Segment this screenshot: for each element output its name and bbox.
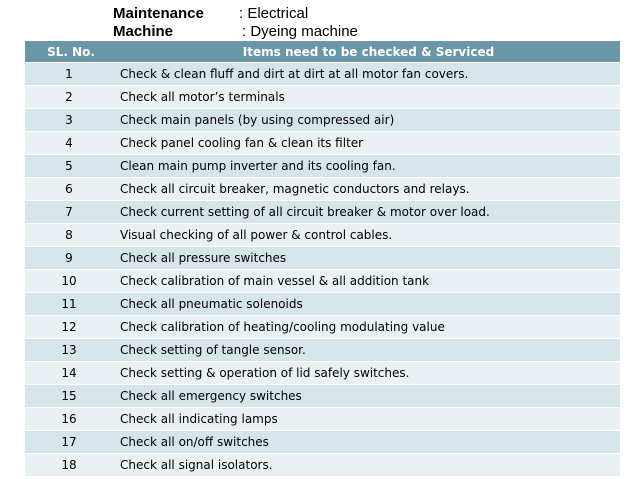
table-row bbox=[25, 270, 620, 293]
table-row bbox=[25, 63, 620, 86]
row-number: 7 bbox=[25, 201, 117, 224]
table-row bbox=[25, 224, 620, 247]
row-item: Check main panels (by using compressed air) bbox=[117, 109, 620, 132]
table-row bbox=[25, 385, 620, 408]
table-row bbox=[25, 109, 620, 132]
row-item: Check & clean fluff and dirt at dirt at all motor fan covers. bbox=[117, 63, 620, 86]
row-number: 12 bbox=[25, 316, 117, 339]
table-row bbox=[25, 339, 620, 362]
row-item: Visual checking of all power & control cables. bbox=[117, 224, 620, 247]
row-number: 2 bbox=[25, 86, 117, 109]
row-item: Check setting of tangle sensor. bbox=[117, 339, 620, 362]
row-item: Check all circuit breaker, magnetic conductors and relays. bbox=[117, 178, 620, 201]
row-item: Check all pressure switches bbox=[117, 247, 620, 270]
row-number: 18 bbox=[25, 454, 117, 477]
table-header-row bbox=[25, 41, 620, 63]
machine-label: Machine bbox=[113, 23, 174, 40]
row-number: 8 bbox=[25, 224, 117, 247]
row-number: 13 bbox=[25, 339, 117, 362]
row-item: Check calibration of main vessel & all addition tank bbox=[117, 270, 620, 293]
table-row bbox=[25, 293, 620, 316]
row-item: Clean main pump inverter and its cooling fan. bbox=[117, 155, 620, 178]
column-header-sl-no: SL. No. bbox=[25, 41, 117, 63]
row-item: Check all emergency switches bbox=[117, 385, 620, 408]
row-number: 10 bbox=[25, 270, 117, 293]
table-body bbox=[25, 63, 620, 477]
row-number: 4 bbox=[25, 132, 117, 155]
row-number: 6 bbox=[25, 178, 117, 201]
maintenance-checklist-table bbox=[25, 41, 620, 476]
maintenance-label: Maintenance bbox=[113, 5, 204, 22]
row-number: 9 bbox=[25, 247, 117, 270]
maintenance-value: : Electrical bbox=[239, 5, 309, 22]
row-number: 16 bbox=[25, 408, 117, 431]
table-row bbox=[25, 247, 620, 270]
row-item: Check all indicating lamps bbox=[117, 408, 620, 431]
row-number: 11 bbox=[25, 293, 117, 316]
table-row bbox=[25, 408, 620, 431]
row-item: Check setting & operation of lid safely switches. bbox=[117, 362, 620, 385]
row-item: Check current setting of all circuit breaker & motor over load. bbox=[117, 201, 620, 224]
table-row bbox=[25, 86, 620, 109]
machine-value: : Dyeing machine bbox=[242, 23, 358, 40]
row-item: Check calibration of heating/cooling modulating value bbox=[117, 316, 620, 339]
row-number: 14 bbox=[25, 362, 117, 385]
table-row bbox=[25, 201, 620, 224]
table-row bbox=[25, 454, 620, 477]
row-number: 5 bbox=[25, 155, 117, 178]
table-row bbox=[25, 362, 620, 385]
row-number: 15 bbox=[25, 385, 117, 408]
row-item: Check all signal isolators. bbox=[117, 454, 620, 477]
table-row bbox=[25, 132, 620, 155]
row-item: Check all pneumatic solenoids bbox=[117, 293, 620, 316]
row-item: Check all motor’s terminals bbox=[117, 86, 620, 109]
row-number: 1 bbox=[25, 63, 117, 86]
column-header-items: Items need to be checked & Serviced bbox=[117, 41, 620, 63]
table-row bbox=[25, 431, 620, 454]
row-item: Check panel cooling fan & clean its filter bbox=[117, 132, 620, 155]
table-row bbox=[25, 155, 620, 178]
row-number: 3 bbox=[25, 109, 117, 132]
table-row bbox=[25, 178, 620, 201]
row-item: Check all on/off switches bbox=[117, 431, 620, 454]
table-row bbox=[25, 316, 620, 339]
row-number: 17 bbox=[25, 431, 117, 454]
